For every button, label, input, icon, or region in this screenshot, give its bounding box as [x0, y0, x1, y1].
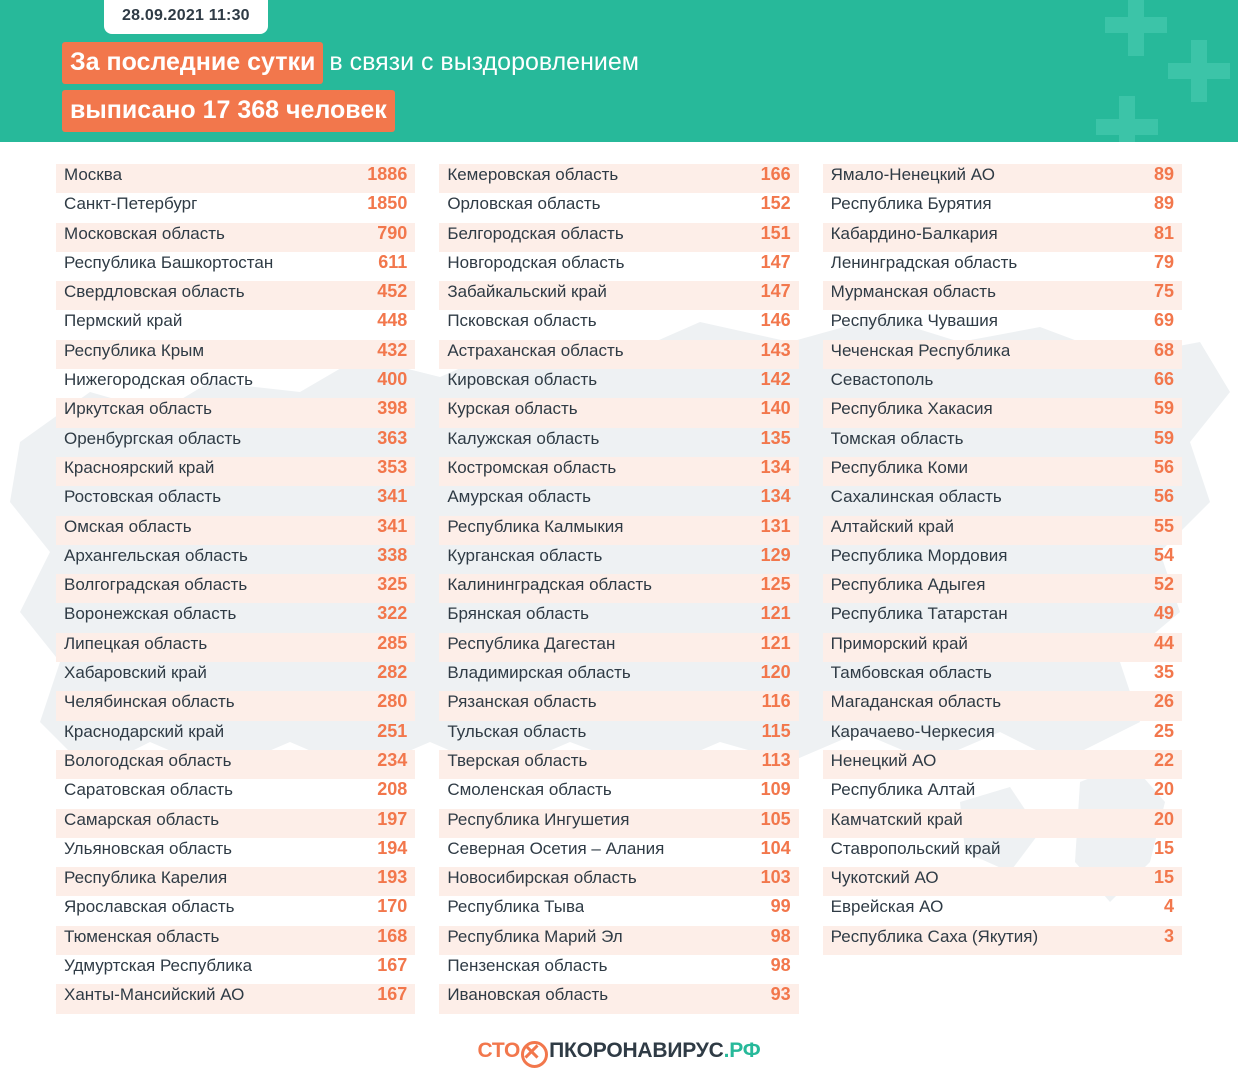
table-row[interactable]	[823, 310, 1182, 339]
region-value: 353	[377, 456, 408, 477]
region-name: Челябинская область	[64, 692, 235, 712]
region-value: 166	[760, 164, 791, 184]
region-name: Республика Хакасия	[830, 399, 993, 419]
region-name: Тверская область	[447, 750, 588, 770]
region-name: Мурманская область	[830, 282, 996, 302]
region-value: 120	[760, 662, 791, 683]
region-name: Республика Башкортостан	[64, 252, 274, 272]
table-row[interactable]	[439, 750, 798, 779]
table-row[interactable]	[823, 457, 1182, 486]
table-row[interactable]	[56, 603, 415, 632]
region-name: Белгородская область	[447, 223, 624, 243]
region-name: Смоленская область	[447, 780, 612, 800]
virus-icon	[521, 1041, 548, 1068]
region-value: 81	[1153, 222, 1174, 243]
region-value: 251	[377, 720, 408, 741]
region-value: 59	[1153, 427, 1174, 448]
region-name: Приморский край	[830, 633, 968, 653]
region-value: 452	[377, 281, 408, 302]
region-name: Псковская область	[447, 311, 597, 331]
table-row[interactable]	[439, 223, 798, 252]
region-name: Курганская область	[447, 545, 603, 565]
region-name: Удмуртская Республика	[64, 956, 253, 976]
table-row[interactable]	[439, 398, 798, 427]
region-name: Республика Адыгея	[830, 575, 986, 595]
region-name: Нижегородская область	[64, 370, 253, 390]
table-row[interactable]	[439, 955, 798, 984]
region-value: 193	[377, 867, 408, 888]
region-name: Москва	[64, 165, 123, 184]
region-value: 338	[377, 544, 408, 565]
region-value: 116	[761, 691, 791, 712]
region-value: 113	[761, 749, 791, 770]
region-value: 44	[1153, 632, 1174, 653]
table-row[interactable]	[823, 164, 1182, 193]
table-row[interactable]	[56, 281, 415, 310]
region-name: Карачаево-Черкесия	[830, 721, 995, 741]
region-value: 1850	[367, 193, 408, 214]
region-value: 25	[1153, 720, 1174, 741]
headline-count-number: 17 368	[202, 96, 280, 124]
region-value: 282	[377, 662, 408, 683]
region-name: Ростовская область	[64, 487, 222, 507]
region-value: 140	[760, 398, 791, 419]
region-value: 59	[1153, 398, 1174, 419]
region-name: Орловская область	[447, 194, 601, 214]
region-name: Брянская область	[447, 604, 589, 624]
region-name: Томская область	[830, 428, 964, 448]
table-row[interactable]	[823, 516, 1182, 545]
region-name: Костромская область	[447, 457, 617, 477]
headline-line-1	[62, 42, 1062, 84]
table-row[interactable]	[439, 809, 798, 838]
table-row[interactable]	[439, 252, 798, 281]
table-row[interactable]	[56, 721, 415, 750]
region-name: Кабардино-Балкария	[830, 223, 998, 243]
table-row[interactable]	[56, 193, 415, 222]
headline-rest: в связи с выздоровлением	[329, 48, 639, 76]
region-name: Пермский край	[64, 311, 183, 331]
region-name: Кировская область	[447, 370, 598, 390]
region-name: Ленинградская область	[830, 252, 1018, 272]
table-row[interactable]	[56, 398, 415, 427]
headline-line-2	[62, 90, 1062, 132]
region-value: 15	[1153, 867, 1174, 888]
region-value: 89	[1153, 193, 1174, 214]
region-name: Республика Алтай	[830, 780, 976, 800]
table-row[interactable]	[439, 867, 798, 896]
table-row[interactable]	[823, 193, 1182, 222]
regions-column-2	[439, 164, 798, 1014]
headline-highlight: За последние сутки	[62, 42, 323, 84]
region-value: 285	[377, 632, 408, 653]
table-row[interactable]	[56, 457, 415, 486]
region-value: 103	[760, 867, 791, 888]
region-value: 168	[377, 925, 408, 946]
region-name: Свердловская область	[64, 282, 245, 302]
region-value: 147	[760, 281, 791, 302]
region-value: 134	[760, 456, 791, 477]
region-value: 134	[760, 486, 791, 507]
plus-decor-icon	[1105, 0, 1167, 56]
region-value: 125	[760, 574, 791, 595]
table-row[interactable]	[56, 223, 415, 252]
regions-column-1	[56, 164, 415, 1014]
region-value: 79	[1153, 251, 1174, 272]
region-name: Курская область	[447, 399, 578, 419]
region-value: 22	[1153, 749, 1174, 770]
region-value: 121	[760, 632, 791, 653]
region-name: Вологодская область	[64, 750, 232, 770]
table-row[interactable]	[56, 984, 415, 1013]
logo-korona-text: ПКОРОНАВИРУС	[549, 1039, 724, 1062]
region-value: 611	[378, 251, 408, 272]
region-value: 432	[377, 339, 408, 360]
region-value: 146	[760, 310, 791, 331]
headline	[62, 42, 1062, 138]
table-row[interactable]	[823, 691, 1182, 720]
region-name: Еврейская АО	[830, 897, 944, 917]
table-row[interactable]	[56, 486, 415, 515]
region-name: Новосибирская область	[447, 868, 637, 888]
region-name: Новгородская область	[447, 252, 625, 272]
region-name: Самарская область	[64, 809, 220, 829]
table-row[interactable]	[439, 193, 798, 222]
region-name: Забайкальский край	[447, 282, 607, 302]
table-row[interactable]	[56, 750, 415, 779]
table-row[interactable]	[439, 633, 798, 662]
table-row[interactable]	[56, 691, 415, 720]
region-name: Ивановская область	[447, 985, 609, 1005]
region-value: 98	[770, 925, 791, 946]
headline-count-suffix: человек	[286, 96, 387, 124]
table-row[interactable]	[823, 252, 1182, 281]
table-row[interactable]	[439, 164, 798, 193]
region-value: 98	[770, 955, 791, 976]
table-row[interactable]	[56, 369, 415, 398]
region-name: Сахалинская область	[830, 487, 1002, 507]
table-row[interactable]	[439, 896, 798, 925]
region-name: Тамбовская область	[830, 663, 992, 683]
region-name: Воронежская область	[64, 604, 237, 624]
region-name: Республика Марий Эл	[447, 926, 623, 946]
region-value: 54	[1153, 544, 1174, 565]
region-name: Калининградская область	[447, 575, 653, 595]
region-name: Тульская область	[447, 721, 587, 741]
table-row[interactable]	[823, 896, 1182, 925]
region-value: 35	[1153, 662, 1174, 683]
region-name: Красноярский край	[64, 457, 215, 477]
table-row[interactable]	[439, 662, 798, 691]
region-name: Ненецкий АО	[830, 750, 937, 770]
footer	[0, 1022, 1238, 1080]
region-value: 142	[760, 369, 791, 390]
region-value: 448	[377, 310, 408, 331]
region-value: 194	[377, 837, 408, 858]
table-row[interactable]	[823, 369, 1182, 398]
region-value: 4	[1163, 896, 1174, 917]
region-value: 341	[377, 515, 408, 536]
region-name: Республика Тыва	[447, 897, 585, 917]
region-name: Омская область	[64, 516, 192, 536]
stopkoronavirus-logo[interactable]	[477, 1038, 760, 1065]
region-value: 3	[1163, 925, 1174, 946]
table-row[interactable]	[439, 779, 798, 808]
region-value: 52	[1153, 574, 1174, 595]
region-name: Санкт-Петербург	[64, 194, 198, 214]
region-name: Севастополь	[830, 370, 934, 390]
region-name: Липецкая область	[64, 633, 208, 653]
region-name: Республика Бурятия	[830, 194, 992, 214]
region-value: 104	[760, 837, 791, 858]
region-name: Республика Коми	[830, 457, 969, 477]
region-name: Алтайский край	[830, 516, 954, 536]
region-name: Калужская область	[447, 428, 600, 448]
plus-decor-icon	[1096, 96, 1158, 142]
region-name: Республика Саха (Якутия)	[830, 926, 1039, 946]
region-value: 131	[760, 515, 791, 536]
region-name: Республика Калмыкия	[447, 516, 624, 536]
header-banner	[0, 0, 1238, 142]
region-value: 398	[377, 398, 408, 419]
table-row[interactable]	[439, 486, 798, 515]
region-value: 197	[377, 808, 408, 829]
table-row[interactable]	[439, 545, 798, 574]
region-value: 152	[760, 193, 791, 214]
region-name: Чукотский АО	[830, 868, 939, 888]
region-value: 280	[377, 691, 408, 712]
table-row[interactable]	[439, 984, 798, 1013]
table-row[interactable]	[823, 398, 1182, 427]
region-name: Республика Чувашия	[830, 311, 998, 331]
table-row[interactable]	[56, 662, 415, 691]
region-name: Республика Крым	[64, 340, 205, 360]
region-name: Московская область	[64, 223, 225, 243]
table-row[interactable]	[439, 310, 798, 339]
table-row[interactable]	[439, 721, 798, 750]
region-value: 167	[377, 955, 408, 976]
region-name: Оренбургская область	[64, 428, 242, 448]
region-value: 75	[1153, 281, 1174, 302]
region-name: Магаданская область	[830, 692, 1002, 712]
region-value: 99	[770, 896, 791, 917]
table-row[interactable]	[439, 926, 798, 955]
table-row[interactable]	[56, 867, 415, 896]
regions-table	[0, 142, 1238, 1014]
region-value: 129	[760, 544, 791, 565]
region-value: 151	[760, 222, 791, 243]
table-row[interactable]	[439, 691, 798, 720]
region-value: 66	[1153, 369, 1174, 390]
region-name: Тюменская область	[64, 926, 220, 946]
region-value: 55	[1153, 515, 1174, 536]
region-name: Ямало-Ненецкий АО	[830, 165, 995, 184]
table-row[interactable]	[439, 574, 798, 603]
table-row[interactable]	[56, 164, 415, 193]
region-name: Ульяновская область	[64, 838, 232, 858]
region-name: Архангельская область	[64, 545, 248, 565]
table-row[interactable]	[823, 662, 1182, 691]
region-value: 56	[1153, 486, 1174, 507]
headline-count	[62, 90, 395, 132]
region-name: Пензенская область	[447, 956, 608, 976]
region-name: Саратовская область	[64, 780, 233, 800]
region-name: Рязанская область	[447, 692, 597, 712]
region-value: 20	[1153, 779, 1174, 800]
table-row[interactable]	[56, 516, 415, 545]
table-row[interactable]	[439, 838, 798, 867]
table-row[interactable]	[56, 428, 415, 457]
region-name: Камчатский край	[830, 809, 963, 829]
headline-count-prefix: выписано	[70, 96, 196, 124]
region-name: Республика Ингушетия	[447, 809, 630, 829]
region-value: 135	[760, 427, 791, 448]
table-row[interactable]	[823, 223, 1182, 252]
region-value: 790	[377, 222, 408, 243]
region-name: Республика Дагестан	[447, 633, 616, 653]
table-row[interactable]	[823, 603, 1182, 632]
region-name: Ставропольский край	[830, 838, 1001, 858]
table-row[interactable]	[823, 721, 1182, 750]
region-name: Владимирская область	[447, 663, 631, 683]
table-row[interactable]	[439, 369, 798, 398]
logo-stop-text: СТО	[477, 1039, 521, 1062]
table-row[interactable]	[823, 809, 1182, 838]
table-row[interactable]	[439, 340, 798, 369]
region-value: 15	[1153, 837, 1174, 858]
region-name: Хабаровский край	[64, 663, 207, 683]
region-value: 56	[1153, 456, 1174, 477]
region-value: 109	[760, 779, 791, 800]
table-row[interactable]	[56, 310, 415, 339]
table-row[interactable]	[439, 457, 798, 486]
region-value: 89	[1153, 164, 1174, 184]
region-value: 400	[377, 369, 408, 390]
logo-rf-text: .РФ	[723, 1039, 761, 1062]
region-value: 69	[1153, 310, 1174, 331]
table-row[interactable]	[56, 896, 415, 925]
table-row[interactable]	[823, 281, 1182, 310]
table-row[interactable]	[56, 545, 415, 574]
table-row[interactable]	[823, 867, 1182, 896]
region-value: 143	[760, 339, 791, 360]
region-name: Иркутская область	[64, 399, 213, 419]
table-row[interactable]	[823, 779, 1182, 808]
table-row[interactable]	[56, 955, 415, 984]
region-name: Волгоградская область	[64, 575, 248, 595]
region-value: 1886	[367, 164, 408, 184]
region-name: Ярославская область	[64, 897, 235, 917]
region-value: 170	[377, 896, 408, 917]
region-name: Амурская область	[447, 487, 591, 507]
table-row[interactable]	[823, 838, 1182, 867]
region-value: 363	[377, 427, 408, 448]
table-row[interactable]	[823, 926, 1182, 955]
table-row[interactable]	[56, 340, 415, 369]
region-value: 167	[377, 984, 408, 1005]
region-name: Ханты-Мансийский АО	[64, 985, 245, 1005]
table-row[interactable]	[56, 574, 415, 603]
region-value: 93	[770, 984, 791, 1005]
region-value: 105	[760, 808, 791, 829]
region-name: Краснодарский край	[64, 721, 225, 741]
region-name: Республика Татарстан	[830, 604, 1008, 624]
table-row[interactable]	[823, 340, 1182, 369]
table-row[interactable]	[56, 779, 415, 808]
table-row[interactable]	[823, 574, 1182, 603]
plus-decor-icon	[1168, 40, 1230, 102]
table-row[interactable]	[823, 545, 1182, 574]
table-row[interactable]	[56, 252, 415, 281]
region-name: Кемеровская область	[447, 165, 619, 184]
table-row[interactable]	[439, 281, 798, 310]
region-value: 322	[377, 603, 408, 624]
region-value: 208	[377, 779, 408, 800]
table-row[interactable]	[439, 516, 798, 545]
region-value: 147	[760, 251, 791, 272]
region-name: Астраханская область	[447, 340, 624, 360]
table-row[interactable]	[439, 603, 798, 632]
region-value: 20	[1153, 808, 1174, 829]
table-row[interactable]	[439, 428, 798, 457]
region-value: 68	[1153, 339, 1174, 360]
region-value: 115	[761, 720, 791, 741]
table-row[interactable]	[823, 750, 1182, 779]
region-name: Республика Карелия	[64, 868, 228, 888]
region-value: 234	[377, 749, 408, 770]
region-value: 26	[1153, 691, 1174, 712]
region-value: 341	[377, 486, 408, 507]
table-row[interactable]	[823, 486, 1182, 515]
region-name: Республика Мордовия	[830, 545, 1008, 565]
timestamp-badge: 28.09.2021 11:30	[104, 0, 268, 34]
regions-column-3	[823, 164, 1182, 1014]
table-row[interactable]	[56, 926, 415, 955]
region-value: 49	[1153, 603, 1174, 624]
table-row[interactable]	[823, 633, 1182, 662]
region-value: 325	[377, 574, 408, 595]
region-name: Чеченская Республика	[830, 340, 1011, 360]
region-name: Северная Осетия – Алания	[447, 838, 665, 858]
region-value: 121	[760, 603, 791, 624]
table-row[interactable]	[823, 428, 1182, 457]
table-row[interactable]	[56, 838, 415, 867]
table-row[interactable]	[56, 633, 415, 662]
table-row[interactable]	[56, 809, 415, 838]
